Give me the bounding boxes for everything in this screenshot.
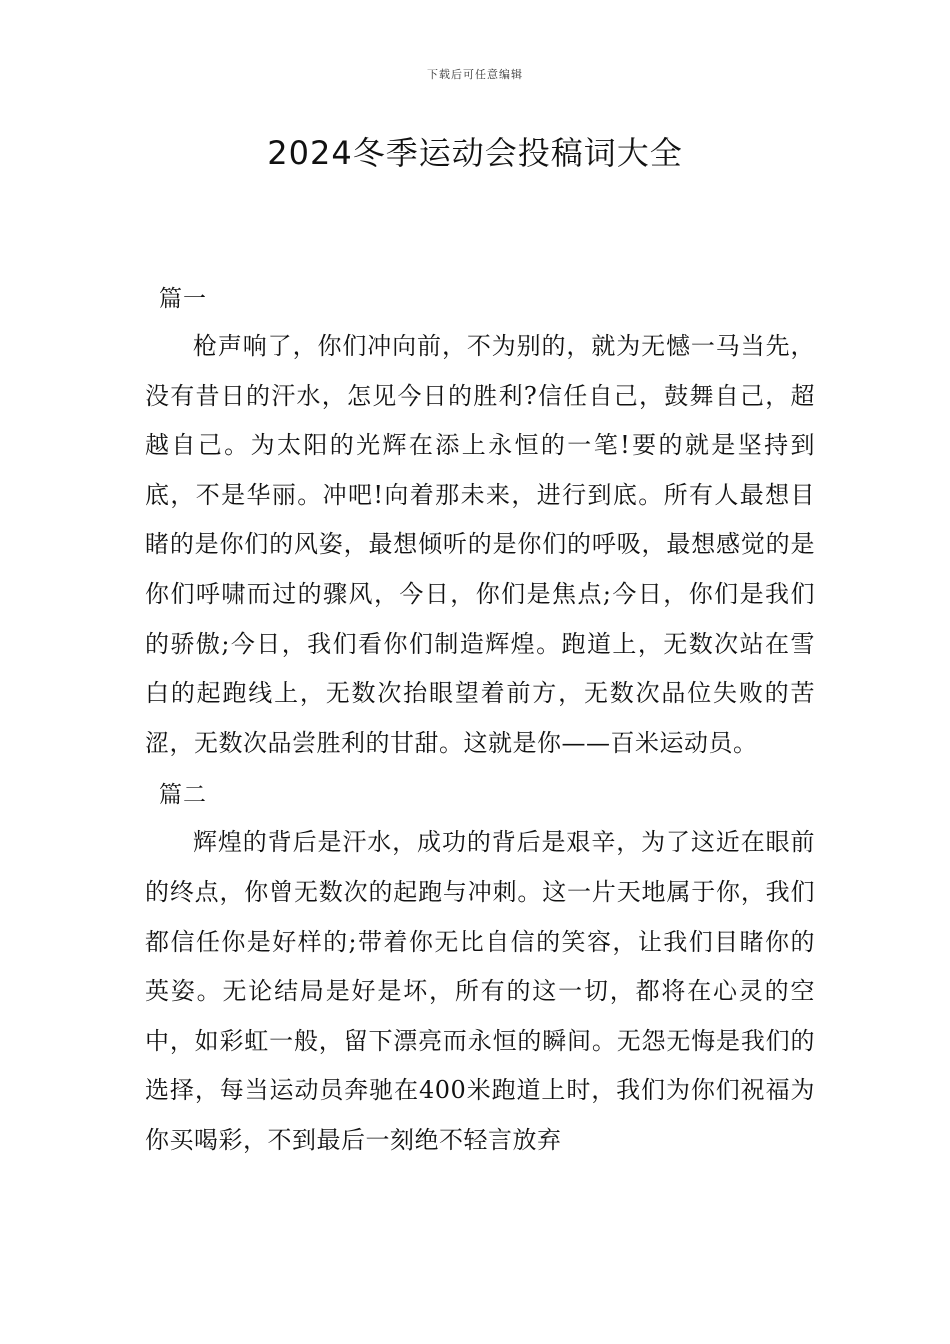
section-2	[145, 776, 815, 1165]
section-heading: 篇二	[159, 782, 207, 809]
section-paragraph: 辉煌的背后是汗水，成功的背后是艰辛，为了这近在眼前的终点，你曾无数次的起跑与冲刺。这一片天地属于你，我们都信任你是好样的;带着你无比自信的笑容，让我们目睹你的英姿。无论结局是好是坏，所有的这一切，都将在心灵的空中，如彩虹一般，留下漂亮而永恒的瞬间。无怨无悔是我们的选择，每当运动员奔驰在400米跑道上时，我们为你们祝福为你买喝彩，不到最后一刻绝不轻言放弃	[145, 828, 815, 1154]
section-paragraph: 枪声响了，你们冲向前，不为别的，就为无憾一马当先，没有昔日的汗水，怎见今日的胜利?信任自己，鼓舞自己，超越自己。为太阳的光辉在添上永恒的一笔!要的就是坚持到底，不是华丽。冲吧!向着那未来，进行到底。所有人最想目睹的是你们的风姿，最想倾听的是你们的呼吸，最想感觉的是你们呼啸而过的骤风，今日，你们是焦点;今日，你们是我们的骄傲;今日，我们看你们制造辉煌。跑道上，无数次站在雪白的起跑线上，无数次抬眼望着前方，无数次品位失败的苦涩，无数次品尝胜利的甘甜。这就是你——百米运动员。	[145, 332, 815, 757]
document-body	[145, 280, 815, 1166]
document-title: 2024冬季运动会投稿词大全	[267, 134, 683, 172]
section-heading: 篇一	[159, 286, 207, 312]
section-1	[145, 280, 815, 768]
header-note: 下载后可任意编辑	[427, 68, 523, 81]
